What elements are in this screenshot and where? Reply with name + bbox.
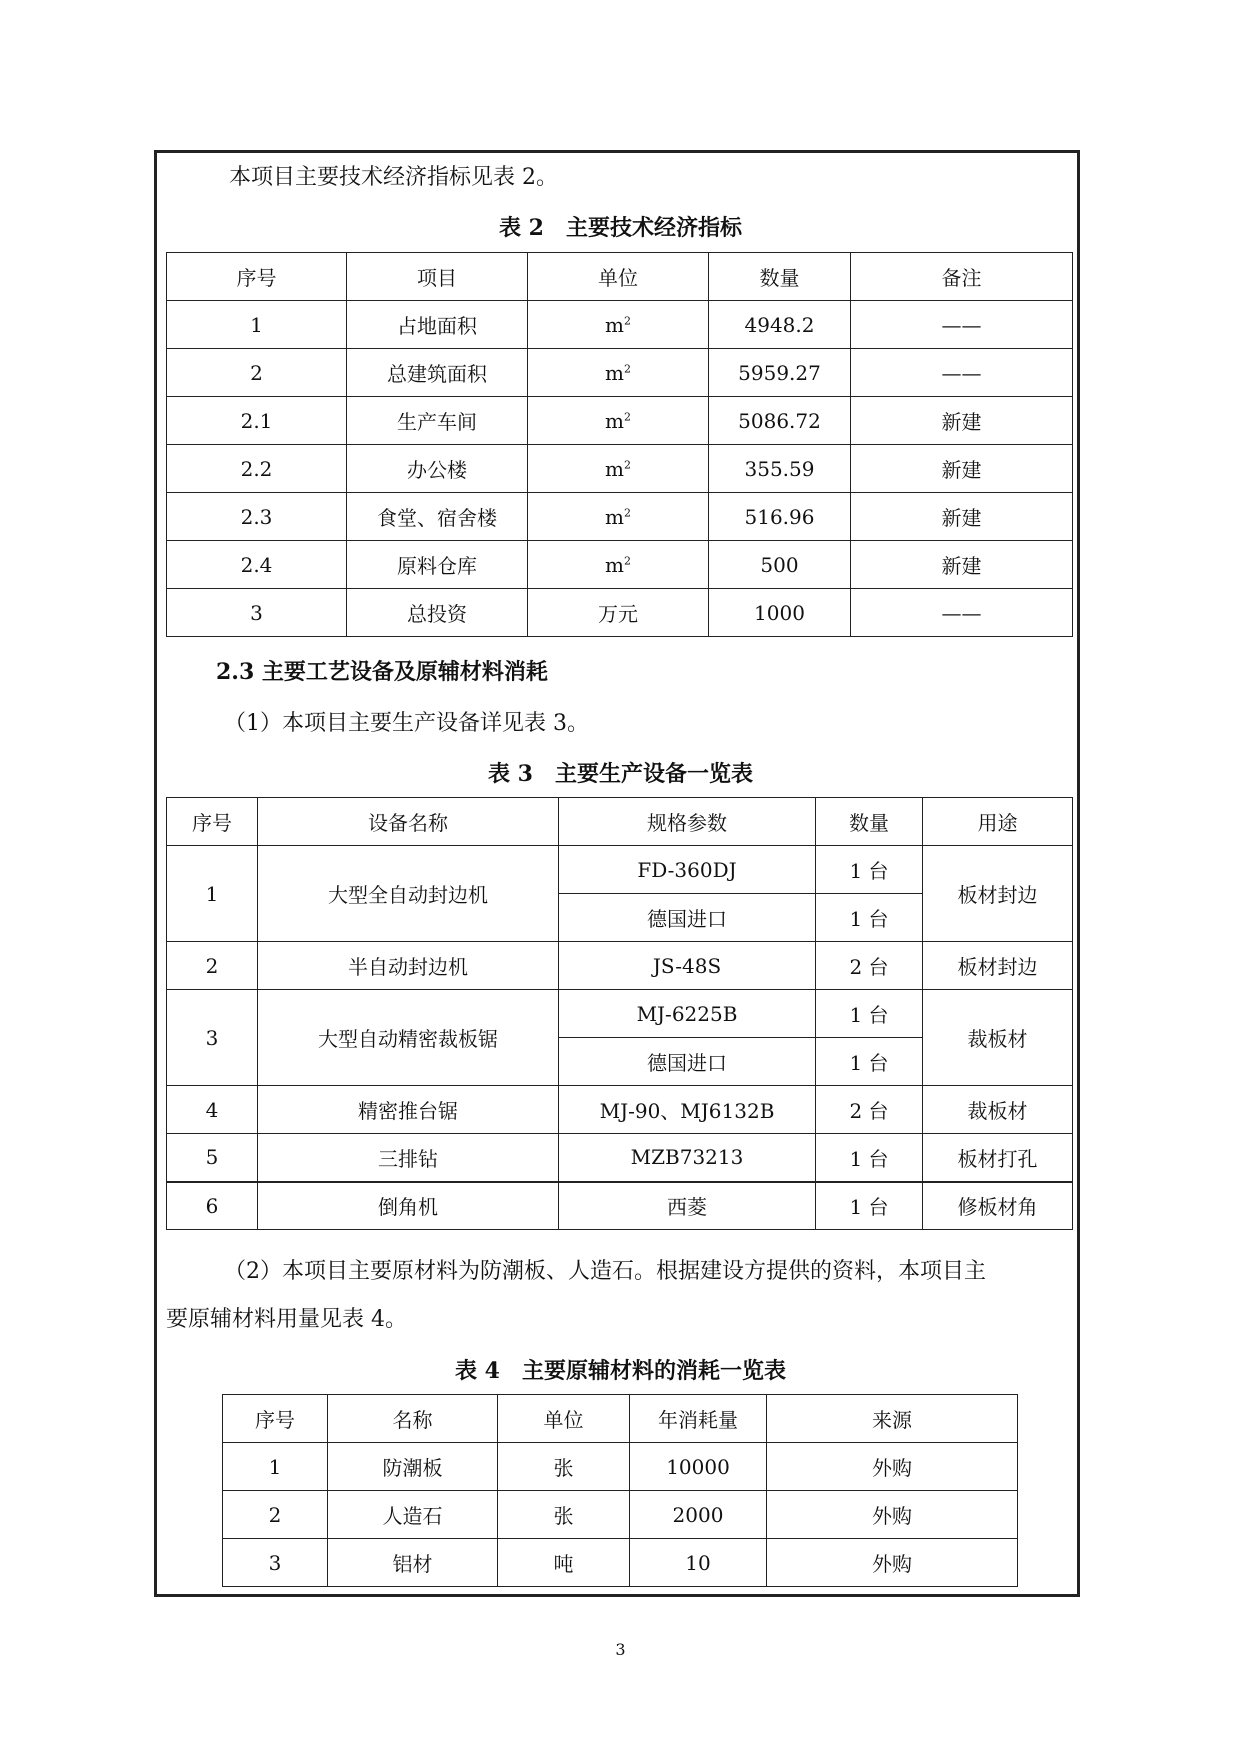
note-cell: —— xyxy=(851,349,1073,397)
table-row xyxy=(167,846,1073,894)
spec-cell: MJ-90、MJ6132B xyxy=(559,1086,816,1134)
row-number: 2.2 xyxy=(167,445,347,493)
unit-cell: 张 xyxy=(498,1443,630,1491)
table4-header-cell: 单位 xyxy=(498,1395,630,1443)
unit-cell: 吨 xyxy=(498,1539,630,1587)
spec-cell: 德国进口 xyxy=(559,894,816,942)
quantity-cell: 1 台 xyxy=(816,990,923,1038)
equipment-name: 三排钻 xyxy=(258,1134,559,1182)
table-row xyxy=(223,1491,1018,1539)
table3-header-row xyxy=(167,798,1073,846)
item-name: 总建筑面积 xyxy=(347,349,528,397)
table2-header-cell: 序号 xyxy=(167,253,347,301)
material-name: 人造石 xyxy=(328,1491,498,1539)
row-number: 2.4 xyxy=(167,541,347,589)
row-number: 2.1 xyxy=(167,397,347,445)
equipment-name: 倒角机 xyxy=(258,1182,559,1230)
table3 xyxy=(166,797,1073,1230)
row-number: 3 xyxy=(167,589,347,637)
row-number: 2 xyxy=(167,349,347,397)
table-row xyxy=(223,1443,1018,1491)
table4-header-cell: 来源 xyxy=(767,1395,1018,1443)
quantity-cell: 5086.72 xyxy=(709,397,851,445)
unit-cell: $m^2$ xyxy=(528,541,709,589)
unit-cell: $m^2$ xyxy=(528,349,709,397)
usage-cell: 板材打孔 xyxy=(923,1134,1073,1182)
unit-cell: $m^2$ xyxy=(528,301,709,349)
table4-header-cell: 名称 xyxy=(328,1395,498,1443)
quantity-cell: 1 台 xyxy=(816,1134,923,1182)
equipment-name: 半自动封边机 xyxy=(258,942,559,990)
note-cell: 新建 xyxy=(851,541,1073,589)
item-name: 总投资 xyxy=(347,589,528,637)
table3-header-cell: 数量 xyxy=(816,798,923,846)
note-cell: 新建 xyxy=(851,493,1073,541)
item-name: 食堂、宿舍楼 xyxy=(347,493,528,541)
item-name: 原料仓库 xyxy=(347,541,528,589)
quantity-cell: 4948.2 xyxy=(709,301,851,349)
table-row xyxy=(167,301,1073,349)
table4-header-cell: 序号 xyxy=(223,1395,328,1443)
table3-header-cell: 设备名称 xyxy=(258,798,559,846)
row-number: 1 xyxy=(223,1443,328,1491)
table-row xyxy=(223,1539,1018,1587)
source-cell: 外购 xyxy=(767,1539,1018,1587)
table-row xyxy=(167,445,1073,493)
unit-cell: $m^2$ xyxy=(528,493,709,541)
quantity-cell: 1 台 xyxy=(816,894,923,942)
quantity-cell: 500 xyxy=(709,541,851,589)
table4 xyxy=(222,1394,1018,1587)
quantity-cell: 1000 xyxy=(709,589,851,637)
table3-header-cell: 序号 xyxy=(167,798,258,846)
paragraph-1: （1）本项目主要生产设备详见表 3。 xyxy=(224,711,589,736)
table2-header-cell: 数量 xyxy=(709,253,851,301)
row-number: 4 xyxy=(167,1086,258,1134)
table-row xyxy=(167,990,1073,1038)
item-name: 占地面积 xyxy=(347,301,528,349)
usage-cell: 裁板材 xyxy=(923,990,1073,1086)
table2-caption: 表 2 主要技术经济指标 xyxy=(499,215,742,241)
equipment-name: 大型自动精密裁板锯 xyxy=(258,990,559,1086)
note-cell: 新建 xyxy=(851,445,1073,493)
row-number: 1 xyxy=(167,301,347,349)
table3-header-cell: 规格参数 xyxy=(559,798,816,846)
usage-cell: 裁板材 xyxy=(923,1086,1073,1134)
table-row xyxy=(167,1182,1073,1230)
row-number: 3 xyxy=(223,1539,328,1587)
table4-header-cell: 年消耗量 xyxy=(630,1395,767,1443)
quantity-cell: 355.59 xyxy=(709,445,851,493)
table-row xyxy=(167,1086,1073,1134)
item-name: 生产车间 xyxy=(347,397,528,445)
section-heading: 2.3 主要工艺设备及原辅材料消耗 xyxy=(216,659,548,685)
intro-text: 本项目主要技术经济指标见表 2。 xyxy=(229,165,558,190)
row-number: 5 xyxy=(167,1134,258,1182)
equipment-name: 精密推台锯 xyxy=(258,1086,559,1134)
quantity-cell: 1 台 xyxy=(816,1038,923,1086)
quantity-cell: 1 台 xyxy=(816,1182,923,1230)
table2-header-cell: 项目 xyxy=(347,253,528,301)
item-name: 办公楼 xyxy=(347,445,528,493)
material-name: 铝材 xyxy=(328,1539,498,1587)
spec-cell: MZB73213 xyxy=(559,1134,816,1182)
quantity-cell: 2000 xyxy=(630,1491,767,1539)
quantity-cell: 10 xyxy=(630,1539,767,1587)
table4-caption: 表 4 主要原辅材料的消耗一览表 xyxy=(455,1358,786,1384)
unit-cell: $m^2$ xyxy=(528,397,709,445)
quantity-cell: 1 台 xyxy=(816,846,923,894)
table2-header-row xyxy=(167,253,1073,301)
quantity-cell: 516.96 xyxy=(709,493,851,541)
spec-cell: MJ-6225B xyxy=(559,990,816,1038)
quantity-cell: 2 台 xyxy=(816,942,923,990)
row-number: 2 xyxy=(223,1491,328,1539)
unit-cell: $m^2$ xyxy=(528,445,709,493)
unit-cell: 万元 xyxy=(528,589,709,637)
paragraph-2-line-2: 要原辅材料用量见表 4。 xyxy=(166,1307,407,1332)
row-number: 2 xyxy=(167,942,258,990)
page-number: 3 xyxy=(615,1640,626,1659)
table2-header-cell: 单位 xyxy=(528,253,709,301)
table-row xyxy=(167,493,1073,541)
table-row xyxy=(167,589,1073,637)
table3-caption: 表 3 主要生产设备一览表 xyxy=(488,761,753,787)
table-row xyxy=(167,1134,1073,1182)
table-row xyxy=(167,942,1073,990)
table2-header-cell: 备注 xyxy=(851,253,1073,301)
table-row xyxy=(167,541,1073,589)
row-number: 2.3 xyxy=(167,493,347,541)
quantity-cell: 2 台 xyxy=(816,1086,923,1134)
table3-header-cell: 用途 xyxy=(923,798,1073,846)
equipment-name: 大型全自动封边机 xyxy=(258,846,559,942)
spec-cell: 西菱 xyxy=(559,1182,816,1230)
note-cell: —— xyxy=(851,589,1073,637)
material-name: 防潮板 xyxy=(328,1443,498,1491)
source-cell: 外购 xyxy=(767,1491,1018,1539)
table-row xyxy=(167,349,1073,397)
spec-cell: JS-48S xyxy=(559,942,816,990)
spec-cell: 德国进口 xyxy=(559,1038,816,1086)
paragraph-2-line-1: （2）本项目主要原材料为防潮板、人造石。根据建设方提供的资料，本项目主 xyxy=(224,1259,986,1284)
quantity-cell: 10000 xyxy=(630,1443,767,1491)
row-number: 3 xyxy=(167,990,258,1086)
unit-cell: 张 xyxy=(498,1491,630,1539)
note-cell: 新建 xyxy=(851,397,1073,445)
source-cell: 外购 xyxy=(767,1443,1018,1491)
row-number: 6 xyxy=(167,1182,258,1230)
table2 xyxy=(166,252,1073,637)
table-row xyxy=(167,397,1073,445)
note-cell: —— xyxy=(851,301,1073,349)
row-number: 1 xyxy=(167,846,258,942)
quantity-cell: 5959.27 xyxy=(709,349,851,397)
spec-cell: FD-360DJ xyxy=(559,846,816,894)
usage-cell: 板材封边 xyxy=(923,846,1073,942)
usage-cell: 板材封边 xyxy=(923,942,1073,990)
usage-cell: 修板材角 xyxy=(923,1182,1073,1230)
table4-header-row xyxy=(223,1395,1018,1443)
